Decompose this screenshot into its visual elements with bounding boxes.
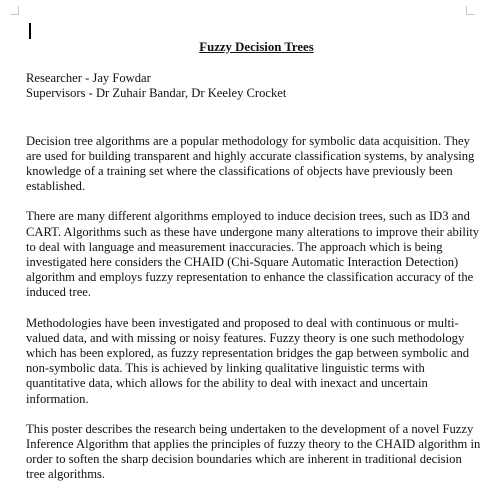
paragraph-1: Decision tree algorithms are a popular methodology for symbolic data acquisition. They are used for building transparent and highly accurate classification systems, by analysing knowledge of a training set where the classifications of objects have previously been established.	[26, 133, 475, 194]
crop-mark-top-right	[466, 6, 475, 15]
byline	[26, 71, 481, 101]
supervisors-line: Supervisors - Dr Zuhair Bandar, Dr Keeley Crocket	[26, 86, 287, 101]
crop-mark-top-left	[10, 6, 19, 15]
document-body[interactable]	[26, 40, 481, 498]
document-title: Fuzzy Decision Trees	[199, 40, 314, 54]
researcher-line: Researcher - Jay Fowdar	[26, 71, 151, 86]
paragraph-3: Methodologies have been investigated and proposed to deal with continuous or multi-valued data, and with missing or noisy features. Fuzzy theory is one such methodology which has been explored, as fuzzy representation bridges the gap between symbolic and non-symbolic data. This is achieved by linking qualitative linguistic terms with quantitative data, which allows for the ability to deal with inexact and uncertain information.	[26, 315, 470, 406]
paragraph-4: This poster describes the research being undertaken to the development of a novel Fuzzy Inference Algorithm that applies the principles of fuzzy theory to the CHAID algorithm in order to soften the sharp decision boundaries which are inherent in traditional decision tree algorithms.	[26, 421, 481, 482]
text-cursor	[29, 23, 31, 39]
paragraph-2: There are many different algorithms employed to induce decision trees, such as ID3 and CART. Algorithms such as these have undergone many alterations to improve their ability to deal with language and measurement inaccuracies. The approach which is being investigated here considers the CHAID (Chi-Square Automatic Interaction Detection) algorithm and employs fuzzy representation to enhance the classification accuracy of the induced tree.	[26, 209, 480, 300]
